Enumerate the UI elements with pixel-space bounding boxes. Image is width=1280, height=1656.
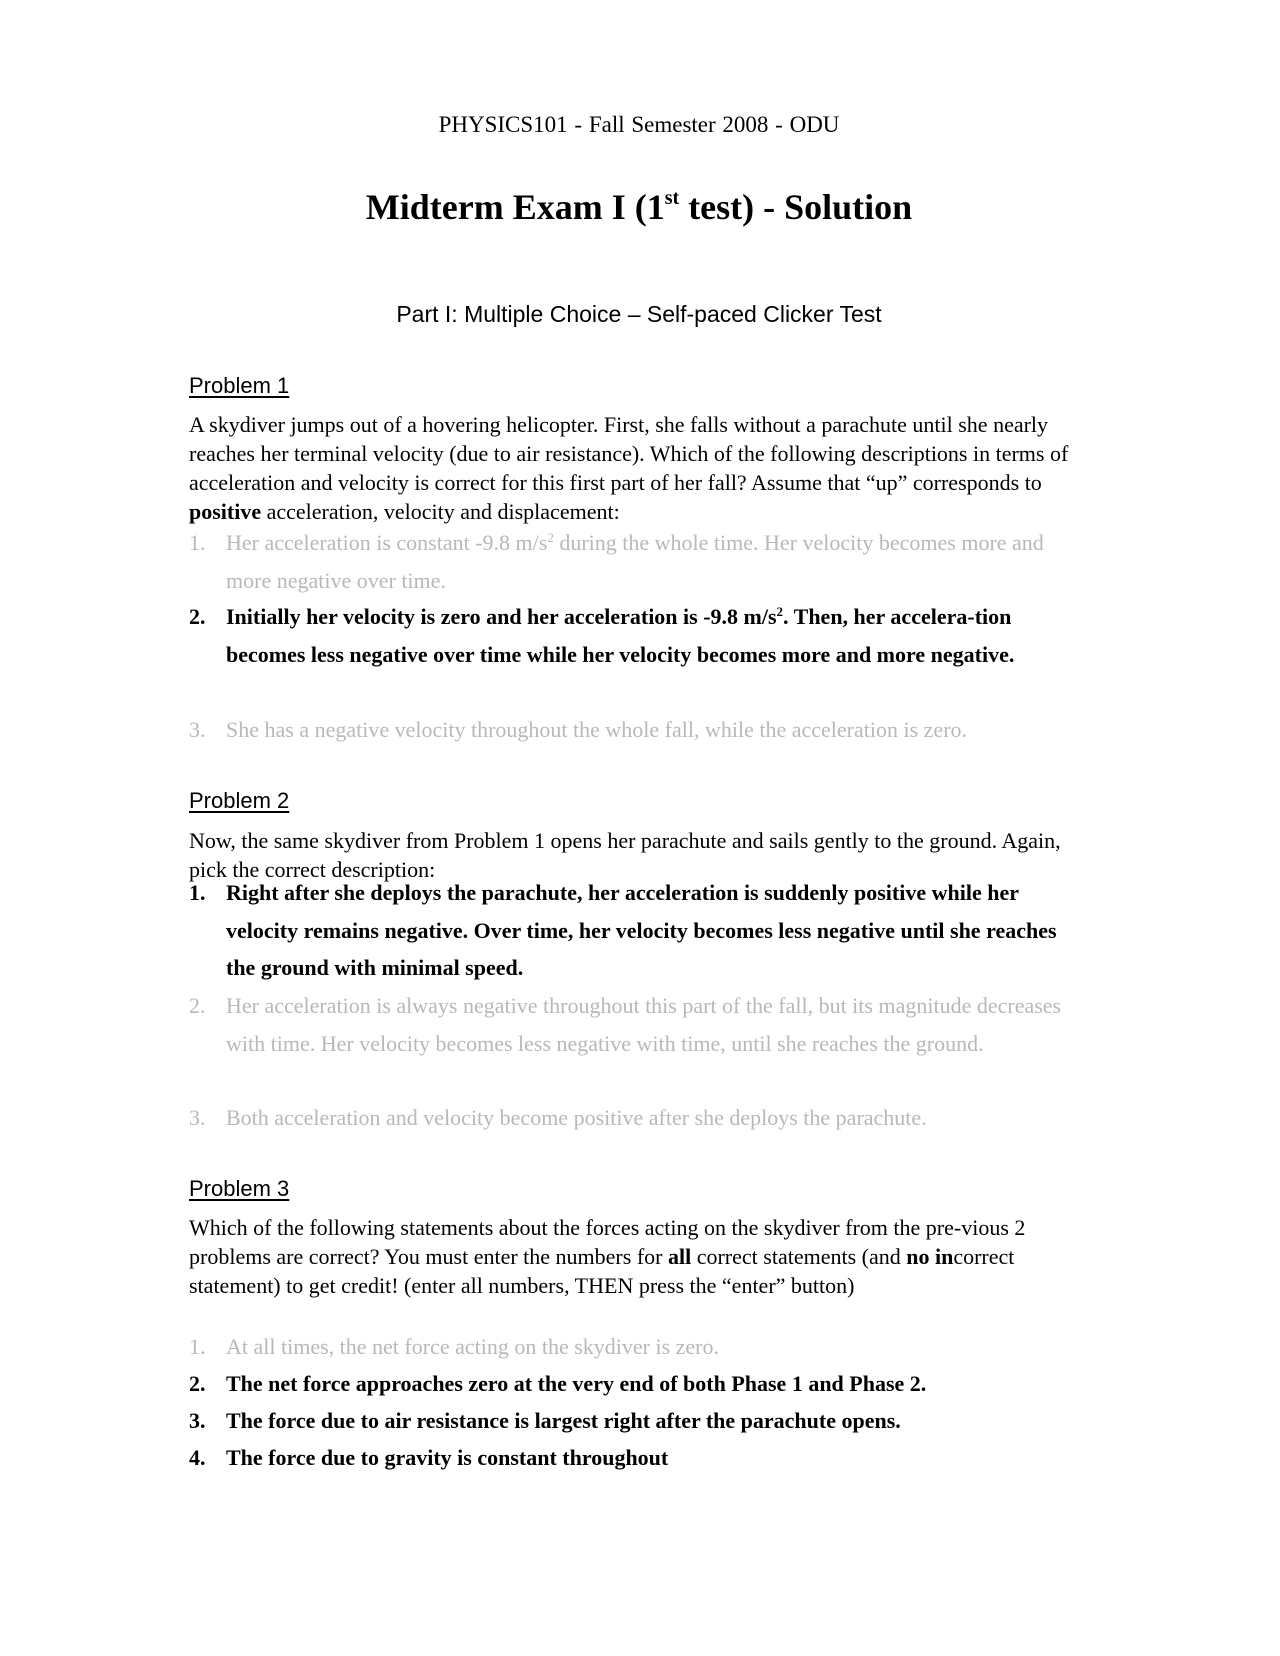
title-superscript: st	[664, 187, 680, 209]
problem-2-question: Now, the same skydiver from Problem 1 opens her parachute and sails gently to the ground. Again, pick the correct description:	[189, 828, 1061, 882]
problem-3-question-emphasis: all	[667, 1244, 692, 1269]
problem-1-question-end: acceleration, velocity and displacement:	[261, 499, 620, 524]
problem-3-question-end: correct statement) to get credit! (enter all numbers, THEN press the “enter” button)	[189, 1244, 1015, 1298]
option-number: 3.	[189, 717, 206, 742]
problem-3-option-4-correct	[189, 1439, 1089, 1477]
option-number: 2.	[189, 1371, 206, 1396]
option-text-part: Initially her velocity is zero and her acceleration is -9.8 m/s	[226, 604, 777, 629]
problem-3-question-text: Which of the following statements about the forces acting on the skydiver from the pre-vious 2 problems are correct? You must enter the numbers for	[189, 1215, 1026, 1269]
course-header: PHYSICS101 - Fall Semester 2008 - ODU	[438, 112, 840, 137]
problem-1-question	[189, 410, 1079, 526]
problem-3-question-emphasis: no in	[906, 1244, 954, 1269]
problem-3-option-3-correct	[189, 1402, 1089, 1440]
problem-1-option-1	[189, 524, 1089, 599]
option-text: Both acceleration and velocity become positive after she deploys the parachute.	[226, 1105, 927, 1130]
option-text	[226, 524, 1089, 599]
option-text: The force due to air resistance is largest right after the parachute opens.	[226, 1408, 901, 1433]
problem-1-heading: Problem 1	[189, 373, 290, 398]
option-text-part: during the whole time. Her velocity becomes more and more negative over time.	[226, 530, 1044, 593]
option-number: 4.	[189, 1445, 206, 1470]
problem-2-option-2	[189, 987, 1089, 1062]
title-main: Midterm Exam I (1	[365, 187, 665, 227]
problem-2-option-3	[189, 1099, 1089, 1137]
page-title	[189, 186, 1089, 228]
option-number: 3.	[189, 1408, 206, 1433]
problem-3-heading: Problem 3	[189, 1176, 290, 1201]
option-text-part: . Then, her accelera-tion becomes less negative over time while her velocity becomes more and more negative.	[226, 604, 1015, 667]
problem-3-question	[189, 1213, 1079, 1300]
option-text: The net force approaches zero at the very end of both Phase 1 and Phase 2.	[226, 1371, 927, 1396]
option-number: 3.	[189, 1105, 206, 1130]
option-number: 2.	[189, 604, 206, 629]
title-rest: test) - Solution	[679, 187, 913, 227]
problem-2-heading: Problem 2	[189, 788, 290, 813]
problem-1-option-2-correct	[189, 598, 1089, 673]
problem-1-option-3	[189, 711, 1089, 749]
option-text-part: Her acceleration is constant -9.8 m/s	[226, 530, 548, 555]
option-text: She has a negative velocity throughout the whole fall, while the acceleration is zero.	[226, 717, 968, 742]
option-text: Right after she deploys the parachute, her acceleration is suddenly positive while her velocity remains negative. Over time, her velocity becomes less negative until she reaches the ground with minimal speed.	[226, 880, 1057, 980]
option-number: 1.	[189, 880, 206, 905]
option-text	[226, 598, 1089, 673]
problem-3-question-text: correct statements (and	[691, 1244, 907, 1269]
option-number: 1.	[189, 530, 206, 555]
problem-1-question-text: A skydiver jumps out of a hovering helicopter. First, she falls without a parachute until she nearly reaches her terminal velocity (due to air resistance). Which of the following descriptions in terms of acceleration and velocity is correct for this first part of her fall? Assume that “up” corresponds to	[189, 412, 1069, 495]
option-text: At all times, the net force acting on the skydiver is zero.	[226, 1334, 720, 1359]
problem-2-option-1-correct	[189, 874, 1089, 987]
option-superscript: 2	[776, 604, 784, 619]
problem-3-option-1	[189, 1328, 1089, 1366]
option-text: Her acceleration is always negative throughout this part of the fall, but its magnitude decreases with time. Her velocity becomes less negative with time, until she reaches the ground.	[226, 993, 1062, 1056]
option-number: 1.	[189, 1334, 206, 1359]
option-number: 2.	[189, 993, 206, 1018]
option-superscript: 2	[547, 530, 554, 545]
problem-1-question-emphasis: positive	[189, 499, 262, 524]
part-heading: Part I: Multiple Choice – Self-paced Clicker Test	[396, 301, 882, 327]
option-text: The force due to gravity is constant throughout	[226, 1445, 669, 1470]
problem-3-option-2-correct	[189, 1365, 1089, 1403]
